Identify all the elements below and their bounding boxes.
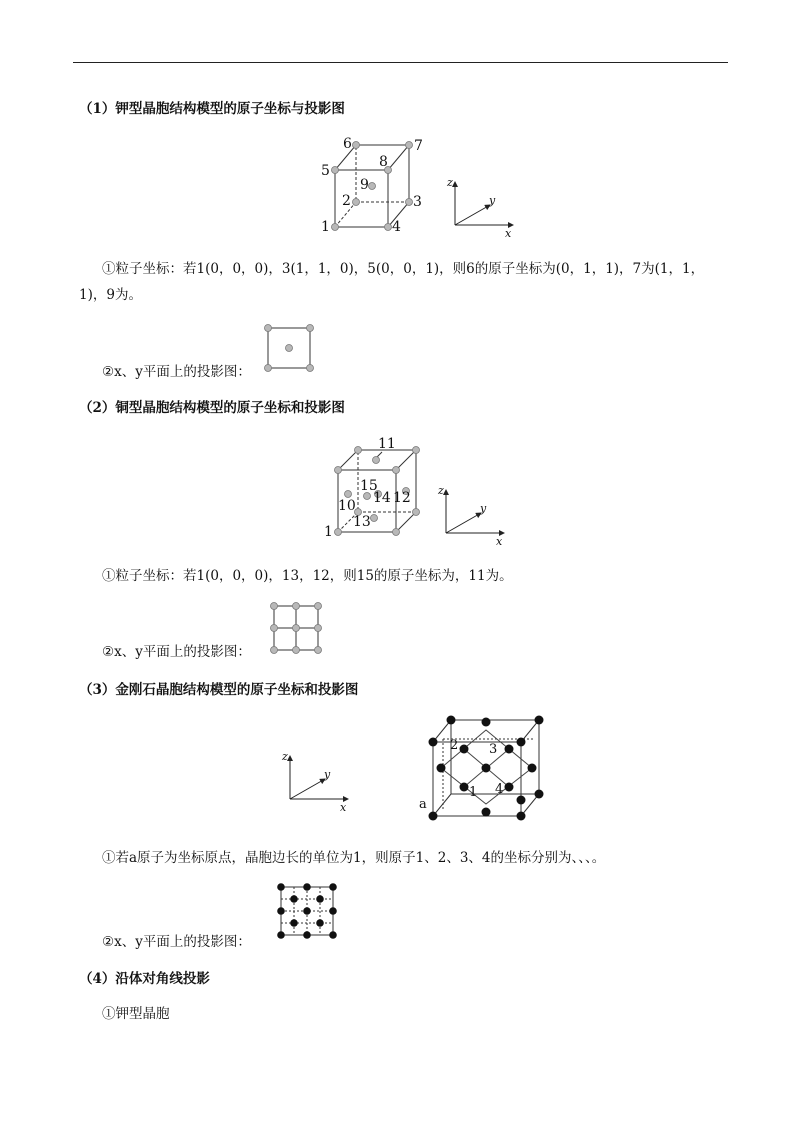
axis-y-label: y (324, 768, 331, 781)
label-9: 9 (360, 177, 369, 193)
label-2: 2 (450, 738, 459, 753)
atom-2 (460, 745, 469, 754)
atom-1 (332, 224, 339, 231)
section3-coord-text: ①若a原子为坐标原点，晶胞边长的单位为1，则原子1、2、3、4的坐标分别为、、、。 (102, 850, 606, 866)
atom-a (429, 812, 438, 821)
section3-projection-text: ②x、y平面上的投影图： (102, 934, 251, 950)
bcc-projection-figure (262, 322, 318, 374)
top-rule (73, 62, 728, 63)
axis-z-label: z (447, 176, 453, 189)
label-1: 1 (469, 785, 478, 800)
label-a: a (419, 797, 427, 812)
axes-figure-1 (445, 170, 520, 238)
atom-7 (406, 142, 413, 149)
label-6: 6 (343, 136, 352, 152)
axis-x-label: x (505, 227, 512, 238)
label-13: 13 (353, 514, 371, 530)
atom-3 (406, 199, 413, 206)
atom-4 (385, 224, 392, 231)
fcc-projection-figure (268, 600, 326, 656)
label-14: 14 (373, 490, 391, 506)
atom-9 (369, 183, 376, 190)
label-3: 3 (413, 194, 422, 210)
axis-x-label: x (340, 801, 347, 812)
label-11: 11 (378, 436, 396, 452)
axes-figure-2 (436, 478, 511, 546)
label-3: 3 (489, 742, 498, 757)
label-10: 10 (338, 498, 356, 514)
diamond-projection-figure (274, 880, 340, 942)
axis-z-label: z (438, 484, 444, 497)
atom-11 (373, 457, 380, 464)
atom-13 (371, 515, 378, 522)
label-1: 1 (321, 219, 330, 235)
label-7: 7 (414, 138, 423, 154)
section1-heading: （1）钾型晶胞结构模型的原子坐标与投影图 (79, 101, 345, 117)
label-4: 4 (495, 782, 504, 797)
axis-y-label: y (489, 194, 496, 207)
label-1: 1 (324, 524, 333, 540)
atom-1 (460, 783, 469, 792)
section1-projection-text: ②x、y平面上的投影图： (102, 364, 251, 380)
atom-5 (332, 167, 339, 174)
atom-6 (353, 142, 360, 149)
axis-z-label: z (282, 750, 288, 763)
section4-heading: （4）沿体对角线投影 (79, 971, 210, 987)
label-8: 8 (379, 154, 388, 170)
diamond-cube-figure (415, 712, 555, 824)
bcc-cube-figure (315, 130, 435, 238)
atom-1 (335, 529, 342, 536)
atom-2 (353, 199, 360, 206)
label-15: 15 (360, 478, 378, 494)
label-2: 2 (342, 193, 351, 209)
fcc-cube-figure (320, 432, 440, 542)
section3-heading: （3）金刚石晶胞结构模型的原子坐标和投影图 (79, 682, 359, 698)
axis-y-label: y (480, 502, 487, 515)
section1-coord-text: ①粒子坐标：若1(0，0，0)，3(1，1，0)，5(0，0，1)，则6的原子坐标为(0，1，1)，7为(1，1，1)，9为。 (79, 261, 705, 303)
label-4: 4 (392, 219, 401, 235)
label-5: 5 (321, 163, 330, 179)
section2-coord-text: ①粒子坐标：若1(0，0，0)，13，12，则15的原子坐标为，11为。 (102, 568, 513, 584)
atom-3 (505, 745, 514, 754)
section2-projection-text: ②x、y平面上的投影图： (102, 644, 251, 660)
section4-item-text: ①钾型晶胞 (102, 1006, 170, 1022)
atom-10 (345, 491, 352, 498)
section2-heading: （2）铜型晶胞结构模型的原子坐标和投影图 (79, 400, 345, 416)
axes-figure-3 (280, 744, 355, 812)
axis-x-label: x (496, 535, 503, 546)
atom-4 (505, 783, 514, 792)
label-12: 12 (393, 490, 411, 506)
